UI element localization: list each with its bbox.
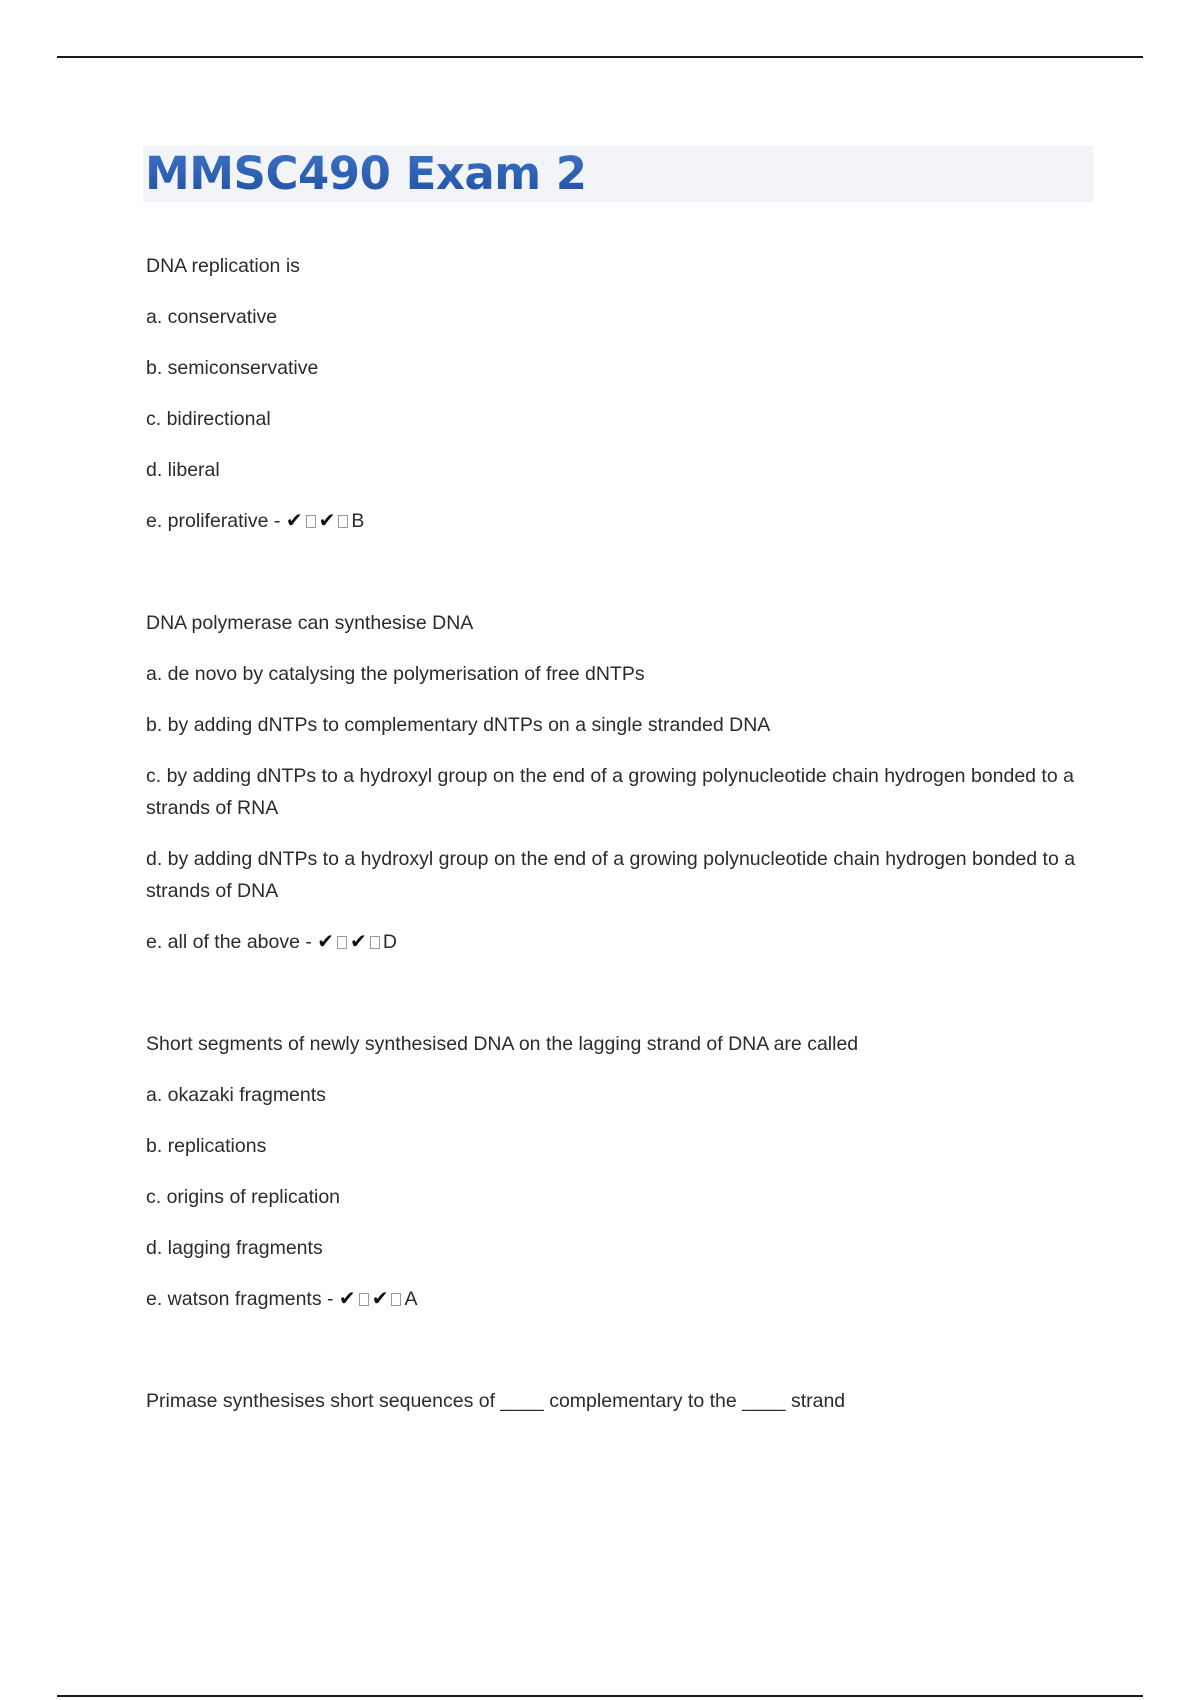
option-c: c. origins of replication xyxy=(146,1186,341,1208)
option-b: b. semiconservative xyxy=(146,357,319,379)
option-a: a. conservative xyxy=(146,306,278,328)
footer-rule xyxy=(57,1695,1143,1697)
answer-letter: D xyxy=(382,931,397,953)
exam-content xyxy=(146,250,1086,1436)
checkmark-icon: ✔ xyxy=(317,931,335,953)
checkmark-icon: ✔ xyxy=(338,1288,356,1310)
option-b: b. replications xyxy=(146,1135,267,1157)
checkmark-icon: ✔ xyxy=(371,1288,389,1310)
header-rule xyxy=(57,56,1143,58)
option-a: a. de novo by catalysing the polymerisation of free dNTPs xyxy=(146,663,645,685)
option-e-text: e. all of the above - xyxy=(146,931,312,953)
missing-glyph-box-icon xyxy=(337,936,347,949)
option-c: c. by adding dNTPs to a hydroxyl group on the end of a growing polynucleotide chain hydrogen bonded to a strands of RNA xyxy=(146,765,1074,819)
answer-letter: B xyxy=(351,510,365,532)
document-title: MMSC490 Exam 2 xyxy=(145,147,587,200)
missing-glyph-box-icon xyxy=(370,936,380,949)
option-d: d. lagging fragments xyxy=(146,1237,323,1259)
question-3 xyxy=(146,1028,1086,1315)
question-1 xyxy=(146,250,1086,537)
question-4 xyxy=(146,1385,1086,1417)
answer-letter: A xyxy=(404,1288,418,1310)
missing-glyph-box-icon xyxy=(306,515,316,528)
option-e xyxy=(146,1283,1086,1315)
option-b: b. by adding dNTPs to complementary dNTPs on a single stranded DNA xyxy=(146,714,771,736)
checkmark-icon: ✔ xyxy=(350,931,367,953)
question-stem: DNA polymerase can synthesise DNA xyxy=(146,612,474,634)
checkmark-icon: ✔ xyxy=(285,510,303,532)
missing-glyph-box-icon xyxy=(338,515,348,528)
checkmark-icon: ✔ xyxy=(318,510,336,532)
question-stem: Primase synthesises short sequences of ____ complementary to the ____ strand xyxy=(146,1390,846,1412)
question-2 xyxy=(146,607,1086,958)
question-stem: Short segments of newly synthesised DNA on the lagging strand of DNA are called xyxy=(146,1033,859,1055)
missing-glyph-box-icon xyxy=(359,1293,369,1306)
answer-mark xyxy=(317,931,397,953)
answer-mark xyxy=(286,510,365,532)
missing-glyph-box-icon xyxy=(391,1293,401,1306)
option-c: c. bidirectional xyxy=(146,408,271,430)
option-e-text: e. proliferative - xyxy=(146,510,281,532)
option-e xyxy=(146,505,1086,537)
option-d: d. liberal xyxy=(146,459,220,481)
option-e xyxy=(146,926,1086,958)
option-a: a. okazaki fragments xyxy=(146,1084,326,1106)
question-stem: DNA replication is xyxy=(146,255,300,277)
option-d: d. by adding dNTPs to a hydroxyl group on the end of a growing polynucleotide chain hydrogen bonded to a strands of DNA xyxy=(146,848,1076,902)
option-e-text: e. watson fragments - xyxy=(146,1288,334,1310)
answer-mark xyxy=(339,1288,418,1310)
